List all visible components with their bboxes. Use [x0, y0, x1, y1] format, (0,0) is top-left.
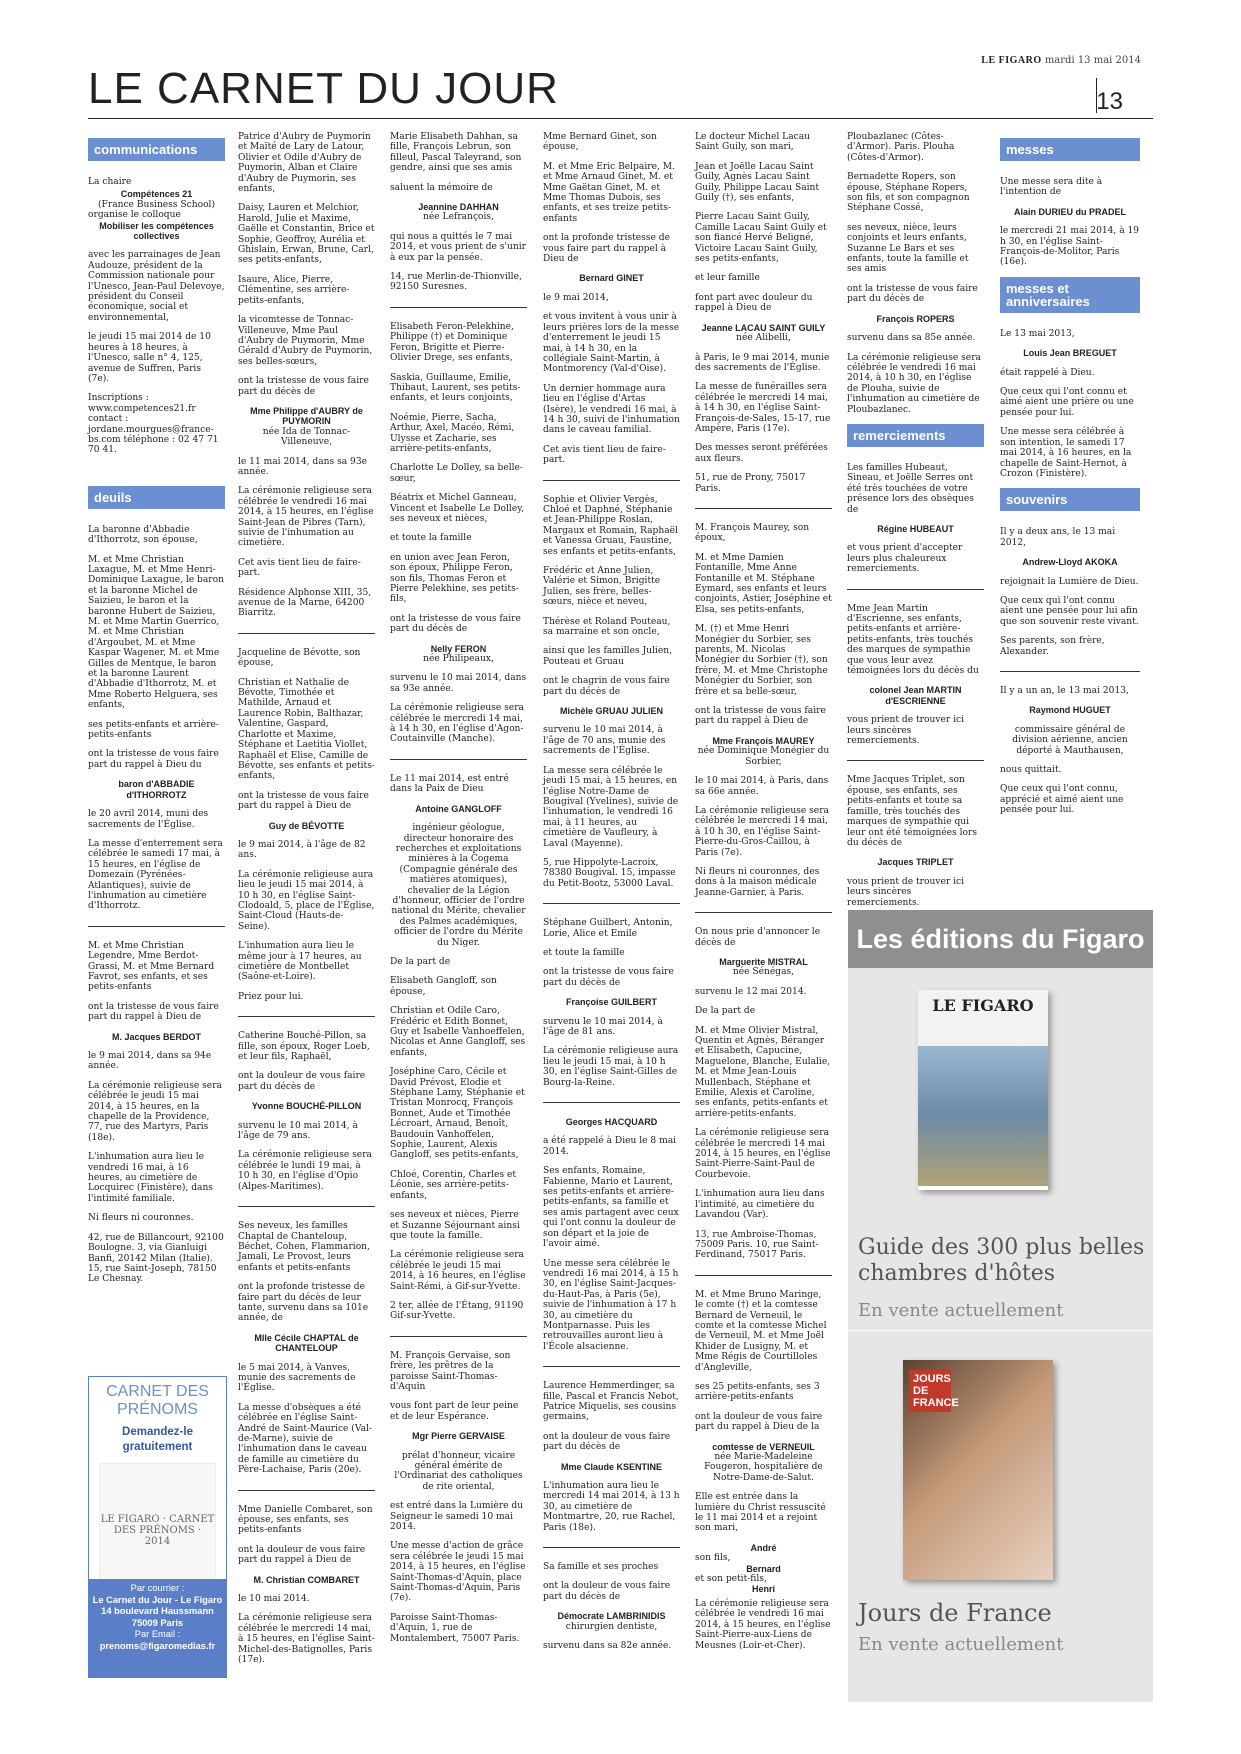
- text: ses neveux, nièce, leurs conjoints et leurs enfants, Suzanne Le Bars et ses enfants, toute la famille et ses amis: [847, 222, 969, 275]
- text: Saskia, Guillaume, Emilie, Thibaut, Laurent, ses petits-enfants, et leurs conjoints,: [390, 372, 521, 404]
- deceased-name: Jeanne LACAU SAINT GUILY: [701, 322, 826, 333]
- text: ont la tristesse de vous faire part du rappel à Dieu de: [695, 706, 826, 727]
- separator: [543, 1366, 680, 1367]
- text: le 10 mai 2014, à Paris, dans sa 66e année.: [695, 776, 829, 797]
- text: Catherine Bouché-Pillon, sa fille, son époux, Roger Loeb, et leur fils, Raphaël,: [238, 1031, 370, 1063]
- text: Jacqueline de Bévotte, son épouse,: [238, 647, 361, 669]
- text: Résidence Alphonse XIII, 35, avenue de la Marne, 64200 Biarritz.: [238, 587, 372, 619]
- text: survenu le 10 mai 2014, à l'âge de 70 ans, munie des sacrements de l'Église.: [543, 725, 666, 757]
- section-header-remerciements: remerciements: [847, 424, 984, 447]
- text: Que ceux qui l'ont connu aient une pensée pour lui afin que son souvenir reste vivant.: [1000, 595, 1139, 627]
- text: L'inhumation aura lieu le même jour à 17 heures, au cimetière de Montbellet (Saône-et-Loire).: [238, 941, 362, 983]
- deceased-name: Mme Claude KSENTINE: [560, 1461, 663, 1472]
- deceased-name: M. Christian COMBARET: [253, 1574, 360, 1585]
- text: M. et Mme Bruno Maringe, le comte (†) et la comtesse Bernard de Verneuil, le comte et la comtesse Michel de Verneuil, M. et Mme Joël Khider de Lusigny, M. et Mme Régis de Courtilloles d'Angleville,: [695, 1289, 827, 1373]
- ad-header: Les éditions du Figaro: [848, 910, 1153, 968]
- column-2: [238, 132, 375, 1675]
- separator: [847, 760, 984, 761]
- text: Elisabeth Feron-Pelekhine, Philippe (†) et Dominique Feron, Brigitte et Pierre-Olivier Drege, ses enfants,: [390, 321, 514, 364]
- text: à Paris, le 9 mai 2014, munie des sacrements de l'Église.: [695, 352, 830, 373]
- text: La cérémonie religieuse sera célébrée le vendredi 16 mai 2014, à 15 heures, en l'église Saint-Pierre-aux-Liens de Meusnes (Loir-et-Cher).: [695, 1598, 831, 1651]
- text: ont le chagrin de vous faire part du décès de: [543, 676, 670, 697]
- text: Béatrix et Michel Ganneau, Vincent et Isabelle Le Dolley, ses neveux et nièces,: [390, 493, 525, 524]
- text: et son petit-fils,: [695, 1574, 767, 1585]
- text: 14, rue Merlin-de-Thionville, 92150 Suresnes.: [390, 272, 522, 293]
- text: le mercredi 21 mai 2014, à 19 h 30, en l'église Saint-François-de-Molitor, Paris (16e).: [1000, 226, 1140, 268]
- text: ont la profonde tristesse de vous faire part du rappel à Dieu de: [543, 233, 670, 265]
- cover-masthead: LE FIGARO: [918, 990, 1048, 1046]
- deceased-name: Antoine GANGLOFF: [415, 803, 502, 814]
- text: Elisabeth Gangloff, son épouse,: [390, 976, 497, 997]
- text: le jeudi 15 mai 2014 de 10 heures à 18 heures, à l'Unesco, salle n° 4, 125, avenue de Suffren, Paris (7e).: [88, 332, 211, 384]
- separator: [543, 903, 680, 904]
- text: et leur famille: [695, 273, 760, 284]
- text: ainsi que les familles Julien, Pouteau et Gruau: [543, 646, 672, 667]
- text: née Dominique Monégier du Sorbier,: [697, 746, 830, 767]
- page-title: LE CARNET DU JOUR: [88, 64, 559, 113]
- magazine-cover-jours-de-france: [903, 1360, 1053, 1580]
- text: et toute la famille: [543, 947, 625, 958]
- text: La cérémonie religieuse sera célébrée le jeudi 15 mai 2014, à 15 heures, en la chapelle de la Providence, 77, rue des Martyrs, Paris (18e).: [88, 1080, 222, 1143]
- text: ont la tristesse de vous faire part du décès de: [238, 376, 369, 397]
- text: Il y a un an, le 13 mai 2013,: [1000, 685, 1129, 696]
- section-header-souvenirs: souvenirs: [1000, 488, 1140, 511]
- text: ont la douleur de vous faire part du décès de: [543, 1431, 671, 1453]
- deceased-name: Bernard GINET: [579, 273, 644, 284]
- booklet-caption: LE FIGARO · CARNET DES PRÉNOMS · 2014: [100, 1514, 215, 1547]
- text: a été rappelé à Dieu le 8 mai 2014.: [543, 1136, 677, 1157]
- separator: [847, 589, 984, 590]
- text: prélat d'honneur, vicaire général émérite de l'Ordinariat des catholiques de rite oriental,: [394, 1450, 523, 1492]
- deceased-name: Jacques TRIPLET: [877, 857, 954, 868]
- text: ont la tristesse de vous faire part du rappel à Dieu du: [88, 749, 219, 770]
- text: La cérémonie religieuse sera célébrée le mercredi 14 mai, à 15 heures, en l'église Saint-Michel-des-Batignolles, Paris (17e).: [238, 1613, 375, 1666]
- deceased-name: Mlle Cécile CHAPTAL de CHANTELOUP: [254, 1332, 359, 1354]
- text: Thérèse et Roland Pouteau, sa marraine et son oncle,: [543, 616, 671, 638]
- text: Daisy, Lauren et Melchior, Harold, Julie et Maxime, Gaëlle et Constantin, Brice et Sophie, Geoffroy, Aurélia et Ghislain, Erwan, Brune, Carl, ses petits-enfants,: [238, 203, 375, 266]
- text: La cérémonie religieuse sera célébrée le mercredi 14 mai, à 10 h 30, en l'église Saint-Pierre-du-Gros-Caillou, à Paris (7e).: [695, 805, 829, 858]
- text: chirurgien dentiste,: [565, 1621, 658, 1632]
- text: M. François Maurey, son époux,: [695, 522, 810, 544]
- deceased-name: Michèle GRUAU JULIEN: [559, 706, 664, 717]
- deceased-name: Marguerite MISTRAL: [719, 956, 808, 967]
- name: André: [750, 1542, 777, 1553]
- text: Des messes seront préférées aux fleurs.: [695, 443, 828, 464]
- separator: [88, 926, 225, 927]
- deceased-name: Raymond HUGUET: [1029, 705, 1111, 716]
- text: Le 11 mai 2014, est entré dans la Paix de Dieu: [390, 773, 509, 795]
- text: Marie Elisabeth Dahhan, sa fille, François Lebrun, son filleul, Pascal Taleyrand, son gendre, ainsi que ses amis: [390, 132, 522, 174]
- text: On nous prie d'annoncer le décès de: [695, 927, 821, 948]
- text: De la part de: [695, 1006, 756, 1017]
- text: Ni fleurs ni couronnes, des dons à la maison médicale Jeanne-Garnier, à Paris.: [695, 866, 820, 898]
- editions-figaro-ad[interactable]: [848, 910, 1153, 1702]
- text: Sa famille et ses proches: [543, 1562, 659, 1573]
- prenoms-title: CARNET DES PRÉNOMS: [106, 1383, 209, 1418]
- text: ont la tristesse de vous faire part du décès de: [847, 283, 978, 305]
- text: Mme Bernard Ginet, son épouse,: [543, 132, 657, 153]
- text: Sophie et Olivier Vergès, Chloé et Daphné, Stéphanie et Jean-Philippe Roslan, Margaux et Romain, Raphaël et Vanessa Gruau, Faustine, ses enfants et petits-enfants,: [543, 494, 678, 557]
- text: ingénieur géologue, directeur honoraire des recherches et exploitations minières à la Cogema (Compagnie générale des matières atomiques), chevalier de la Légion d'honneur, officier de l'ordre national du Mérite, chevalier des Palmes académiques, officier de l'ordre du Mérite du Niger.: [391, 823, 526, 948]
- deceased-name: Démocrate LAMBRINIDIS: [557, 1611, 666, 1622]
- text: le 20 avril 2014, muni des sacrements de l'Église.: [88, 809, 209, 830]
- text: née Sénégas,: [732, 967, 795, 978]
- text: le 10 mai 2014.: [238, 1594, 310, 1605]
- text: M. François Gervaise, son frère, les prêtres de la paroisse Saint-Thomas-d'Aquin: [390, 1350, 511, 1392]
- column-5: [695, 132, 832, 1660]
- section-header-deuils: deuils: [88, 486, 225, 509]
- text: Le docteur Michel Lacau Saint Guily, son mari,: [695, 132, 811, 153]
- separator: [695, 1275, 832, 1276]
- text: Que ceux qui l'ont connu, apprécié et aimé aient une pensée pour lui.: [1000, 784, 1124, 816]
- text: La cérémonie religieuse sera célébrée le jeudi 15 mai 2014, à 16 heures, en l'église Saint-Rémi, à Gif-sur-Yvette.: [390, 1250, 526, 1292]
- text: Par Email :: [134, 1629, 181, 1639]
- cover-photo: [903, 1360, 1053, 1580]
- text: Ses enfants, Romaine, Fabienne, Mario et Laurent, ses petits-enfants et arrière-petits-enfants, sa famille et ses amis partagent avec ceux qui l'ont connu la douleur de son départ et la joie de l'avoir aimé.: [543, 1166, 679, 1250]
- text: ont la douleur de vous faire part du décès de: [543, 1581, 671, 1602]
- separator: [390, 759, 527, 760]
- cover-photo: [918, 1046, 1048, 1186]
- text: vous font part de leur peine et de leur Espérance.: [390, 1401, 519, 1422]
- text: 5, rue Hippolyte-Lacroix, 78380 Bougival. 15, impasse du Petit-Bootz, 53000 Laval.: [543, 857, 676, 889]
- text: Elle est entrée dans la lumière du Christ ressuscité le 11 mai 2014 et a rejoint son mari,: [695, 1492, 826, 1534]
- magazine-availability: En vente actuellement: [858, 1634, 1064, 1655]
- text: et vous prient d'accepter leurs plus chaleureux remerciements.: [847, 543, 963, 575]
- text: qui nous a quittés le 7 mai 2014, et vous prient de s'unir à eux par la pensée.: [390, 231, 526, 263]
- text: Il y a deux ans, le 13 mai 2012,: [1000, 527, 1116, 548]
- deceased-name: Mme Philippe d'AUBRY de PUYMORIN: [250, 405, 363, 427]
- text: La cérémonie religieuse aura lieu le jeudi 15 mai 2014, à 10 h 30, en l'église Saint-Clodoald, 5, place de l'Église, Saint-Cloud (Hauts-de-Seine).: [238, 869, 375, 932]
- deceased-name: Louis Jean BREGUET: [1023, 348, 1117, 359]
- deceased-name: comtesse de VERNEUIL: [712, 1441, 815, 1452]
- text: Priez pour lui.: [238, 991, 304, 1002]
- text: L'inhumation aura lieu le vendredi 16 mai, à 16 heures, au cimetière de Locquirec (Finistère), dans l'intimité familiale.: [88, 1152, 213, 1204]
- guide-title: Guide des 300 plus belles chambres d'hôtes: [858, 1235, 1145, 1286]
- text: La messe de funérailles sera célébrée le mercredi 14 mai, à 14 h 30, en l'église Saint-François-de-Sales, 15-17, rue Ampère, Paris (17e).: [695, 382, 831, 434]
- text: survenu dans sa 82e année.: [543, 1641, 672, 1652]
- text: la vicomtesse de Tonnac-Villeneuve, Mme Paul d'Aubry de Puymorin, Mme Gérald d'Aubry de Puymorin, ses belles-sœurs,: [238, 315, 373, 367]
- deceased-name: Jeannine DAHHAN: [418, 202, 499, 213]
- text: Noémie, Pierre, Sacha, Arthur, Axel, Macéo, Rémi, Ulysse et Zacharie, ses arrière-petits-enfants,: [390, 412, 515, 454]
- column-3: [390, 132, 527, 1653]
- text: Jean et Joëlle Lacau Saint Guily, Agnès Lacau Saint Guily, Philippe Lacau Saint Guily (†), ses enfants,: [695, 161, 820, 204]
- text: nous quittait.: [1000, 765, 1062, 775]
- text: Une messe sera célébrée à son intention, le samedi 17 mai 2014, à 16 heures, en la chapelle de Saint-Hernot, à Crozon (Finistère).: [1000, 427, 1132, 479]
- text: le 5 mai 2014, à Vanves, munie des sacrements de l'Église.: [238, 1362, 356, 1394]
- paper-name: LE FIGARO: [981, 55, 1042, 66]
- text: L'inhumation aura lieu dans l'intimité, au cimetière du Lavandou (Var).: [695, 1189, 825, 1221]
- text: Patrice d'Aubry de Puymorin et Maïté de Lary de Latour, Olivier et Odile d'Aubry de Puymorin, Alban et Claire d'Aubry de Puymorin, ses enfants,: [238, 132, 371, 195]
- text: Frédéric et Anne Julien, Valérie et Simon, Brigitte Julien, ses frère, belles-sœurs, nièce et neveu,: [543, 566, 661, 608]
- text: survenu le 10 mai 2014, dans sa 93e année.: [390, 673, 527, 694]
- text: La cérémonie religieuse sera célébrée le vendredi 16 mai 2014, à 10 h 30, en l'église de Plouha, suivie de l'inhumation au cimetière de Ploubazlanec.: [847, 352, 981, 415]
- text: La messe d'obsèques a été célébrée en l'église Saint-André de Saint-Maurice (Val-de-Marne), suivie de l'inhumation dans le caveau de famille au cimetière du Père-Lachaise, Paris (20e).: [238, 1402, 372, 1476]
- text: ont la tristesse de vous faire part du rappel à Dieu de: [238, 790, 369, 812]
- text: M. et Mme Damien Fontanille, Mme Anne Fontanille et M. Stéphane Eymard, ses enfants et leurs conjoints, Astier, Joséphine et Elsa, ses petits-enfants,: [695, 552, 832, 615]
- text: ont la tristesse de vous faire part du décès de: [390, 613, 521, 635]
- text: est entré dans la Lumière du Seigneur le samedi 10 mai 2014.: [390, 1501, 524, 1533]
- text: Stéphane Guilbert, Antonin, Lorie, Alice et Emile: [543, 918, 673, 939]
- text: Chloé, Corentin, Charles et Léonie, ses arrière-petits-enfants,: [390, 1169, 517, 1201]
- text: Laurence Hemmerdinger, sa fille, Pascal et Francis Nebot, Patrice Miquelis, ses cousins germains,: [543, 1381, 679, 1423]
- text: Cet avis tient lieu de faire-part.: [238, 557, 361, 579]
- text: ont la douleur de vous faire part du décès de: [238, 1071, 366, 1092]
- section-header-messes-anniversaires: messes et anniversaires: [1000, 277, 1140, 313]
- deceased-name: Alain DURIEU du PRADEL: [1013, 206, 1126, 217]
- text: née Philipeaux,: [423, 654, 494, 665]
- text: ont la tristesse de vous faire part du décès de: [543, 967, 674, 988]
- column-7: [1000, 132, 1140, 825]
- text: La chaire: [88, 177, 132, 187]
- separator: [543, 1547, 680, 1548]
- text: vous prient de trouver ici leurs sincères remerciements.: [847, 715, 964, 747]
- text: (France Business School): [97, 199, 215, 210]
- text: et vous invitent à vous unir à leurs prières lors de la messe d'enterrement le jeudi 15 mai, à 14 h 30, en la collégiale Saint-Martin, à Montmorency (Val-d'Oise).: [543, 312, 680, 375]
- section-header-communications: communications: [88, 138, 225, 161]
- text: Bernadette Ropers, son épouse, Stéphane Ropers, son fils, et son compagnon Stéphane Cossé,: [847, 172, 970, 214]
- deceased-name: Mme François MAUREY: [712, 735, 815, 746]
- name: Mobiliser les compétences collectives: [99, 220, 214, 242]
- text: née Ida de Tonnac-Villeneuve,: [262, 426, 351, 448]
- text: ont la profonde tristesse de faire part du décès de leur tante, survenu dans sa 101e année, de: [238, 1282, 369, 1324]
- text: ses neveux et nièces, Pierre et Suzanne Séjournant ainsi que toute la famille.: [390, 1210, 520, 1241]
- text: le 11 mai 2014, dans sa 93e année.: [238, 456, 367, 477]
- text: son fils,: [695, 1553, 731, 1564]
- separator: [390, 1336, 527, 1337]
- deceased-name: M. Jacques BERDOT: [111, 1031, 202, 1042]
- text: Ses neveux, les familles Chaptal de Chanteloup, Béchet, Cohen, Flammarion, Jamali, Le Provost, leurs enfants et petits-enfants: [238, 1221, 370, 1273]
- separator: [390, 307, 527, 308]
- text: était rappelé à Dieu.: [1000, 367, 1095, 378]
- text: survenu le 10 mai 2014, à l'âge de 81 ans.: [543, 1016, 663, 1037]
- text: survenu dans sa 85e année.: [847, 333, 976, 344]
- deceased-name: baron d'ABBADIE d'ITHORROTZ: [118, 779, 195, 800]
- separator: [238, 1016, 375, 1017]
- text: Mme Jacques Triplet, son épouse, ses enfants, ses petits-enfants et toute sa famille, très touchés des marques de sympathie qui leur ont été témoignées lors du décès de: [847, 775, 978, 848]
- text: saluent la mémoire de: [390, 182, 493, 193]
- text: Une messe sera dite à l'intention de: [1000, 177, 1103, 198]
- text: en union avec Jean Feron, son époux, Philippe Feron, son fils, Thomas Feron et Pierre Pelekhine, ses petits-fils,: [390, 552, 519, 605]
- name: Compétences 21: [120, 189, 193, 200]
- separator: [543, 1102, 680, 1103]
- separator: [1000, 671, 1140, 672]
- text: 2 ter, allée de l'Étang, 91190 Gif-sur-Yvette.: [390, 1300, 524, 1322]
- text: rejoignait la Lumière de Dieu.: [1000, 576, 1139, 587]
- text: 13, rue Ambroise-Thomas, 75009 Paris. 10, rue Saint-Ferdinand, 75017 Paris.: [695, 1229, 819, 1261]
- masthead: [981, 55, 1141, 66]
- text: Une messe d'action de grâce sera célébrée le jeudi 15 mai 2014, à 15 heures, en l'église Saint-Thomas-d'Aquin, place Saint-Thomas-d'Aquin, Paris (7e).: [390, 1541, 526, 1604]
- header-rule: [88, 118, 1153, 119]
- text: Inscriptions : www.competences21.fr contact : jordane.mourgues@france-bs.com téléphone : 02 47 71 70 41.: [88, 393, 219, 456]
- text: Ses parents, son frère, Alexander.: [1000, 636, 1105, 657]
- text: Ploubazlanec (Côtes-d'Armor). Paris. Plouha (Côtes-d'Armor).: [847, 132, 955, 163]
- text: commissaire général de division aérienne, ancien déporté à Mauthausen,: [1012, 724, 1128, 756]
- text: La cérémonie religieuse sera célébrée le mercredi 14 mai, à 14 h 30, en l'église d'Agon-Coutainville (Manche).: [390, 703, 524, 745]
- text: Ni fleurs ni couronnes.: [88, 1213, 194, 1224]
- text: M. (†) et Mme Henri Monégier du Sorbier, ses parents, M. Nicolas Monégier du Sorbier (†), son frère, M. et Mme Christophe Monégier du Sorbier, son frère et sa belle-sœur,: [695, 624, 828, 697]
- deceased-name: Yvonne BOUCHÉ-PILLON: [251, 1101, 362, 1112]
- text: M. et Mme Christian Laxague, M. et Mme Henri-Dominique Laxague, le baron et la baronne Michel de Saizieu, le baron et la baronne Hubert de Saizieu, M. et Mme Martin Guerrico, M. et Mme Christian d'Argoubet, M. et Mme Kaspar Wagener, M. et Mme Gilles de Mentque, le baron et la baronne Laurent d'Abbadie d'Ithorrotz, M. et Mme Roberto Helguera, ses enfants,: [88, 554, 224, 711]
- separator: [543, 480, 680, 481]
- text: avec les parrainages de Jean Audouze, président de la Commission nationale pour l'Unesco, Jean-Paul Delevoye, président du Conseil économique, social et environnemental,: [88, 250, 225, 323]
- text: De la part de: [390, 956, 451, 967]
- column-6: [847, 132, 984, 917]
- name: Henri: [751, 1584, 775, 1595]
- text: 42, rue de Billancourt, 92100 Boulogne. 3, via Gianluigi Banfi, 20142 Milan (Italie). 15, rue Saint-Joseph, 78150 Le Chesnay.: [88, 1232, 224, 1285]
- email-link[interactable]: prenoms@figaromedias.fr: [99, 1640, 216, 1651]
- text: Le Carnet du Jour - Le Figaro: [92, 1594, 223, 1605]
- separator: [238, 1206, 375, 1207]
- section-header-messes: messes: [1000, 138, 1140, 161]
- text: La cérémonie religieuse sera célébrée le mercredi 14 mai 2014, à 15 heures, en l'église Saint-Pierre-Saint-Paul de Courbevoie.: [695, 1128, 831, 1180]
- text: M. et Mme Olivier Mistral, Quentin et Agnès, Béranger et Elisabeth, Capucine, Maguelone, Blanche, Eulalie, M. et Mme Jean-Louis Mullenbach, Stéphane et Emilie, Alexis et Caroline, ses enfants, petits-enfants et arrière-petits-enfants.: [695, 1025, 831, 1119]
- prenoms-booklet-image: [99, 1463, 216, 1593]
- text: Que ceux qui l'ont connu et aimé aient une prière ou une pensée pour lui.: [1000, 387, 1134, 418]
- carnet-prenoms-box: [88, 1376, 227, 1678]
- text: le 9 mai 2014, à l'âge de 82 ans.: [238, 839, 366, 861]
- separator: [238, 633, 375, 634]
- text: Cet avis tient lieu de faire-part.: [543, 444, 666, 466]
- text: M. et Mme Christian Legendre, Mme Berdot-Grassi, M. et Mme Bernard Favrot, ses enfants, et ses petits-enfants: [88, 940, 215, 993]
- text: Pierre Lacau Saint Guily, Camille Lacau Saint Guily et son fiancé Hervé Beligné, Victoire Lacau Saint Guily, ses petits-enfants,: [695, 212, 827, 265]
- text: L'inhumation aura lieu le mercredi 14 mai 2014, à 13 h 30, au cimetière de Montmartre, 20, rue Rachel, Paris (18e).: [543, 1481, 680, 1533]
- separator: [238, 1490, 375, 1491]
- separator: [695, 912, 832, 913]
- deceased-name: Françoise GUILBERT: [565, 997, 657, 1008]
- text: 14 boulevard Haussmann: [101, 1606, 214, 1616]
- text: ont la tristesse de vous faire part du rappel à Dieu de: [88, 1001, 219, 1023]
- text: Paroisse Saint-Thomas-d'Aquin, 1, rue de Montalembert, 75007 Paris.: [390, 1612, 520, 1644]
- prenoms-contact: [89, 1579, 226, 1677]
- text: née Marie-Madeleine Fougeron, hospitalière de Notre-Dame-de-Salut.: [704, 1452, 823, 1483]
- text: Mme Jean Martin d'Escrienne, ses enfants, petits-enfants et arrière-petits-enfants, très touchés des marques de sympathie que vous leur avez témoignées lors du décès du: [847, 603, 979, 677]
- text: ses 25 petits-enfants, ses 3 arrière-petits-enfants: [695, 1381, 820, 1403]
- text: née Alibelli,: [736, 333, 791, 344]
- deceased-name: Régine HUBEAUT: [877, 523, 954, 534]
- column-4: [543, 132, 680, 1660]
- text: ses petits-enfants et arrière-petits-enfants: [88, 719, 219, 741]
- text: 75009 Paris: [131, 1617, 184, 1628]
- text: La cérémonie religieuse aura lieu le jeudi 15 mai, à 10 h 30, en l'église Saint-Gilles de Bourg-la-Reine.: [543, 1046, 679, 1088]
- text: le 9 mai 2014, dans sa 94e année.: [88, 1051, 212, 1072]
- text: ont la douleur de vous faire part du rappel à Dieu de: [238, 1544, 366, 1566]
- text: La messe sera célébrée le jeudi 15 mai, à 15 heures, en l'église Notre-Dame de Bougival (Yvelines), suivie de l'inhumation, le vendredi 16 mai, à 11 heures, au cimetière de Vaufleury, à Laval (Mayenne).: [543, 765, 679, 849]
- deceased-name: Georges HACQUARD: [565, 1117, 658, 1128]
- ad-divider: [848, 1330, 1153, 1331]
- deceased-name: Mgr Pierre GERVAISE: [412, 1431, 505, 1442]
- deceased-name: François ROPERS: [876, 313, 955, 324]
- text: font part avec douleur du rappel à Dieu de: [695, 292, 813, 314]
- text: Christian et Odile Caro, Frédéric et Edith Bonnet, Guy et Isabelle Vanhoeffelen, Nicolas et Anne Gangloff, ses enfants,: [390, 1006, 526, 1058]
- text: survenu le 12 mai 2014.: [695, 986, 807, 997]
- text: ont la douleur de vous faire part du rappel à Dieu de la: [695, 1411, 823, 1433]
- deceased-name: Andrew-Lloyd AKOKA: [1022, 557, 1118, 568]
- name: Bernard: [746, 1563, 781, 1574]
- column-1: [88, 132, 225, 1294]
- text: née Lefrançois,: [423, 212, 494, 223]
- text: le 9 mai 2014,: [543, 292, 609, 303]
- text: Charlotte Le Dolley, sa belle-sœur,: [390, 463, 523, 484]
- text: Une messe sera célébrée le vendredi 16 mai 2014, à 15 h 30, en l'église Saint-Jacques-du-Haut-Pas, à Paris (5e), suivie de l'inhumation à 17 h 30, au cimetière du Montparnasse. Puis les retrouvailles auront lieu à l'École alsacienne.: [543, 1258, 679, 1352]
- magazine-title: Jours de France: [858, 1599, 1052, 1627]
- text: survenu le 10 mai 2014, à l'âge de 79 ans.: [238, 1120, 358, 1142]
- text: Un dernier hommage aura lieu en l'église d'Artas (Isère), le vendredi 16 mai, à 14 h 30, suivi de l'inhumation dans le caveau familial.: [543, 383, 680, 436]
- magazine-cover-figaro: [918, 990, 1048, 1190]
- cover-masthead: JOURS DE FRANCE: [909, 1370, 951, 1412]
- text: Christian et Nathalie de Bévotte, Timothée et Mathilde, Arnaud et Laurence Robin, Balthazar, Valentine, Gaspard, Charlotte et Maxime, Stéphane et Laetitia Viollet, Raphaël et Elise, Camille de Bévotte, ses enfants et petits-enfants,: [238, 677, 375, 782]
- text: organise le colloque: [88, 210, 181, 221]
- issue-date: mardi 13 mai 2014: [1044, 55, 1141, 66]
- text: Isaure, Alice, Pierre, Clémentine, ses arrière-petits-enfants,: [238, 274, 350, 306]
- text: Par courrier :: [130, 1583, 185, 1593]
- separator: [695, 508, 832, 509]
- text: Le 13 mai 2013,: [1000, 328, 1075, 339]
- text: La cérémonie religieuse sera célébrée le lundi 19 mai, à 10 h 30, en l'église d'Opio (Alpes-Maritimes).: [238, 1150, 372, 1192]
- guide-availability: En vente actuellement: [858, 1300, 1064, 1321]
- deceased-name: Guy de BÉVOTTE: [268, 820, 345, 831]
- text: Joséphine Caro, Cécile et David Prévost, Elodie et Stéphane Lamy, Stéphanie et Tristan Monrocq, François Bonnet, Aude et Timothée Lécroart, Arnaud, Benoît, Baudouin Vanhoffelen, Sophie, Laurent, Alexis Gangloff, ses petits-enfants,: [390, 1067, 525, 1161]
- text: vous prient de trouver ici leurs sincères remerciements.: [847, 876, 964, 908]
- text: La baronne d'Abbadie d'Ithorrotz, son épouse,: [88, 524, 198, 546]
- deceased-name: colonel Jean MARTIN d'ESCRIENNE: [869, 685, 962, 706]
- text: et toute la famille: [390, 533, 472, 544]
- deceased-name: Nelly FERON: [430, 643, 487, 654]
- text: Les familles Hubeaut, Sineau, et Joëlle Serres ont été très touchées de votre présence lors des obsèques de: [847, 462, 974, 515]
- text: La messe d'enterrement sera célébrée le samedi 17 mai, à 15 heures, en l'église de Domezain (Pyrénées-Atlantiques), suivie de l'inhumation au cimetière d'Ithorrotz.: [88, 838, 223, 912]
- prenoms-subtitle: Demandez-le gratuitement: [122, 1426, 193, 1453]
- text: La cérémonie religieuse sera célébrée le vendredi 16 mai 2014, à 15 heures, en l'église Saint-Jean de Pibres (Tarn), suivie de l'inhumation au cimetière.: [238, 486, 374, 549]
- text: M. et Mme Eric Belpaire, M. et Mme Arnaud Ginet, M. et Mme Gaëtan Ginet, M. et Mme Thomas Dubois, ses enfants, et ses treize petits-enfants: [543, 161, 675, 224]
- text: 51, rue de Prony, 75017 Paris.: [695, 473, 806, 494]
- text: Mme Danielle Combaret, son épouse, ses enfants, ses petits-enfants: [238, 1504, 373, 1536]
- page-number: 13: [1096, 88, 1123, 115]
